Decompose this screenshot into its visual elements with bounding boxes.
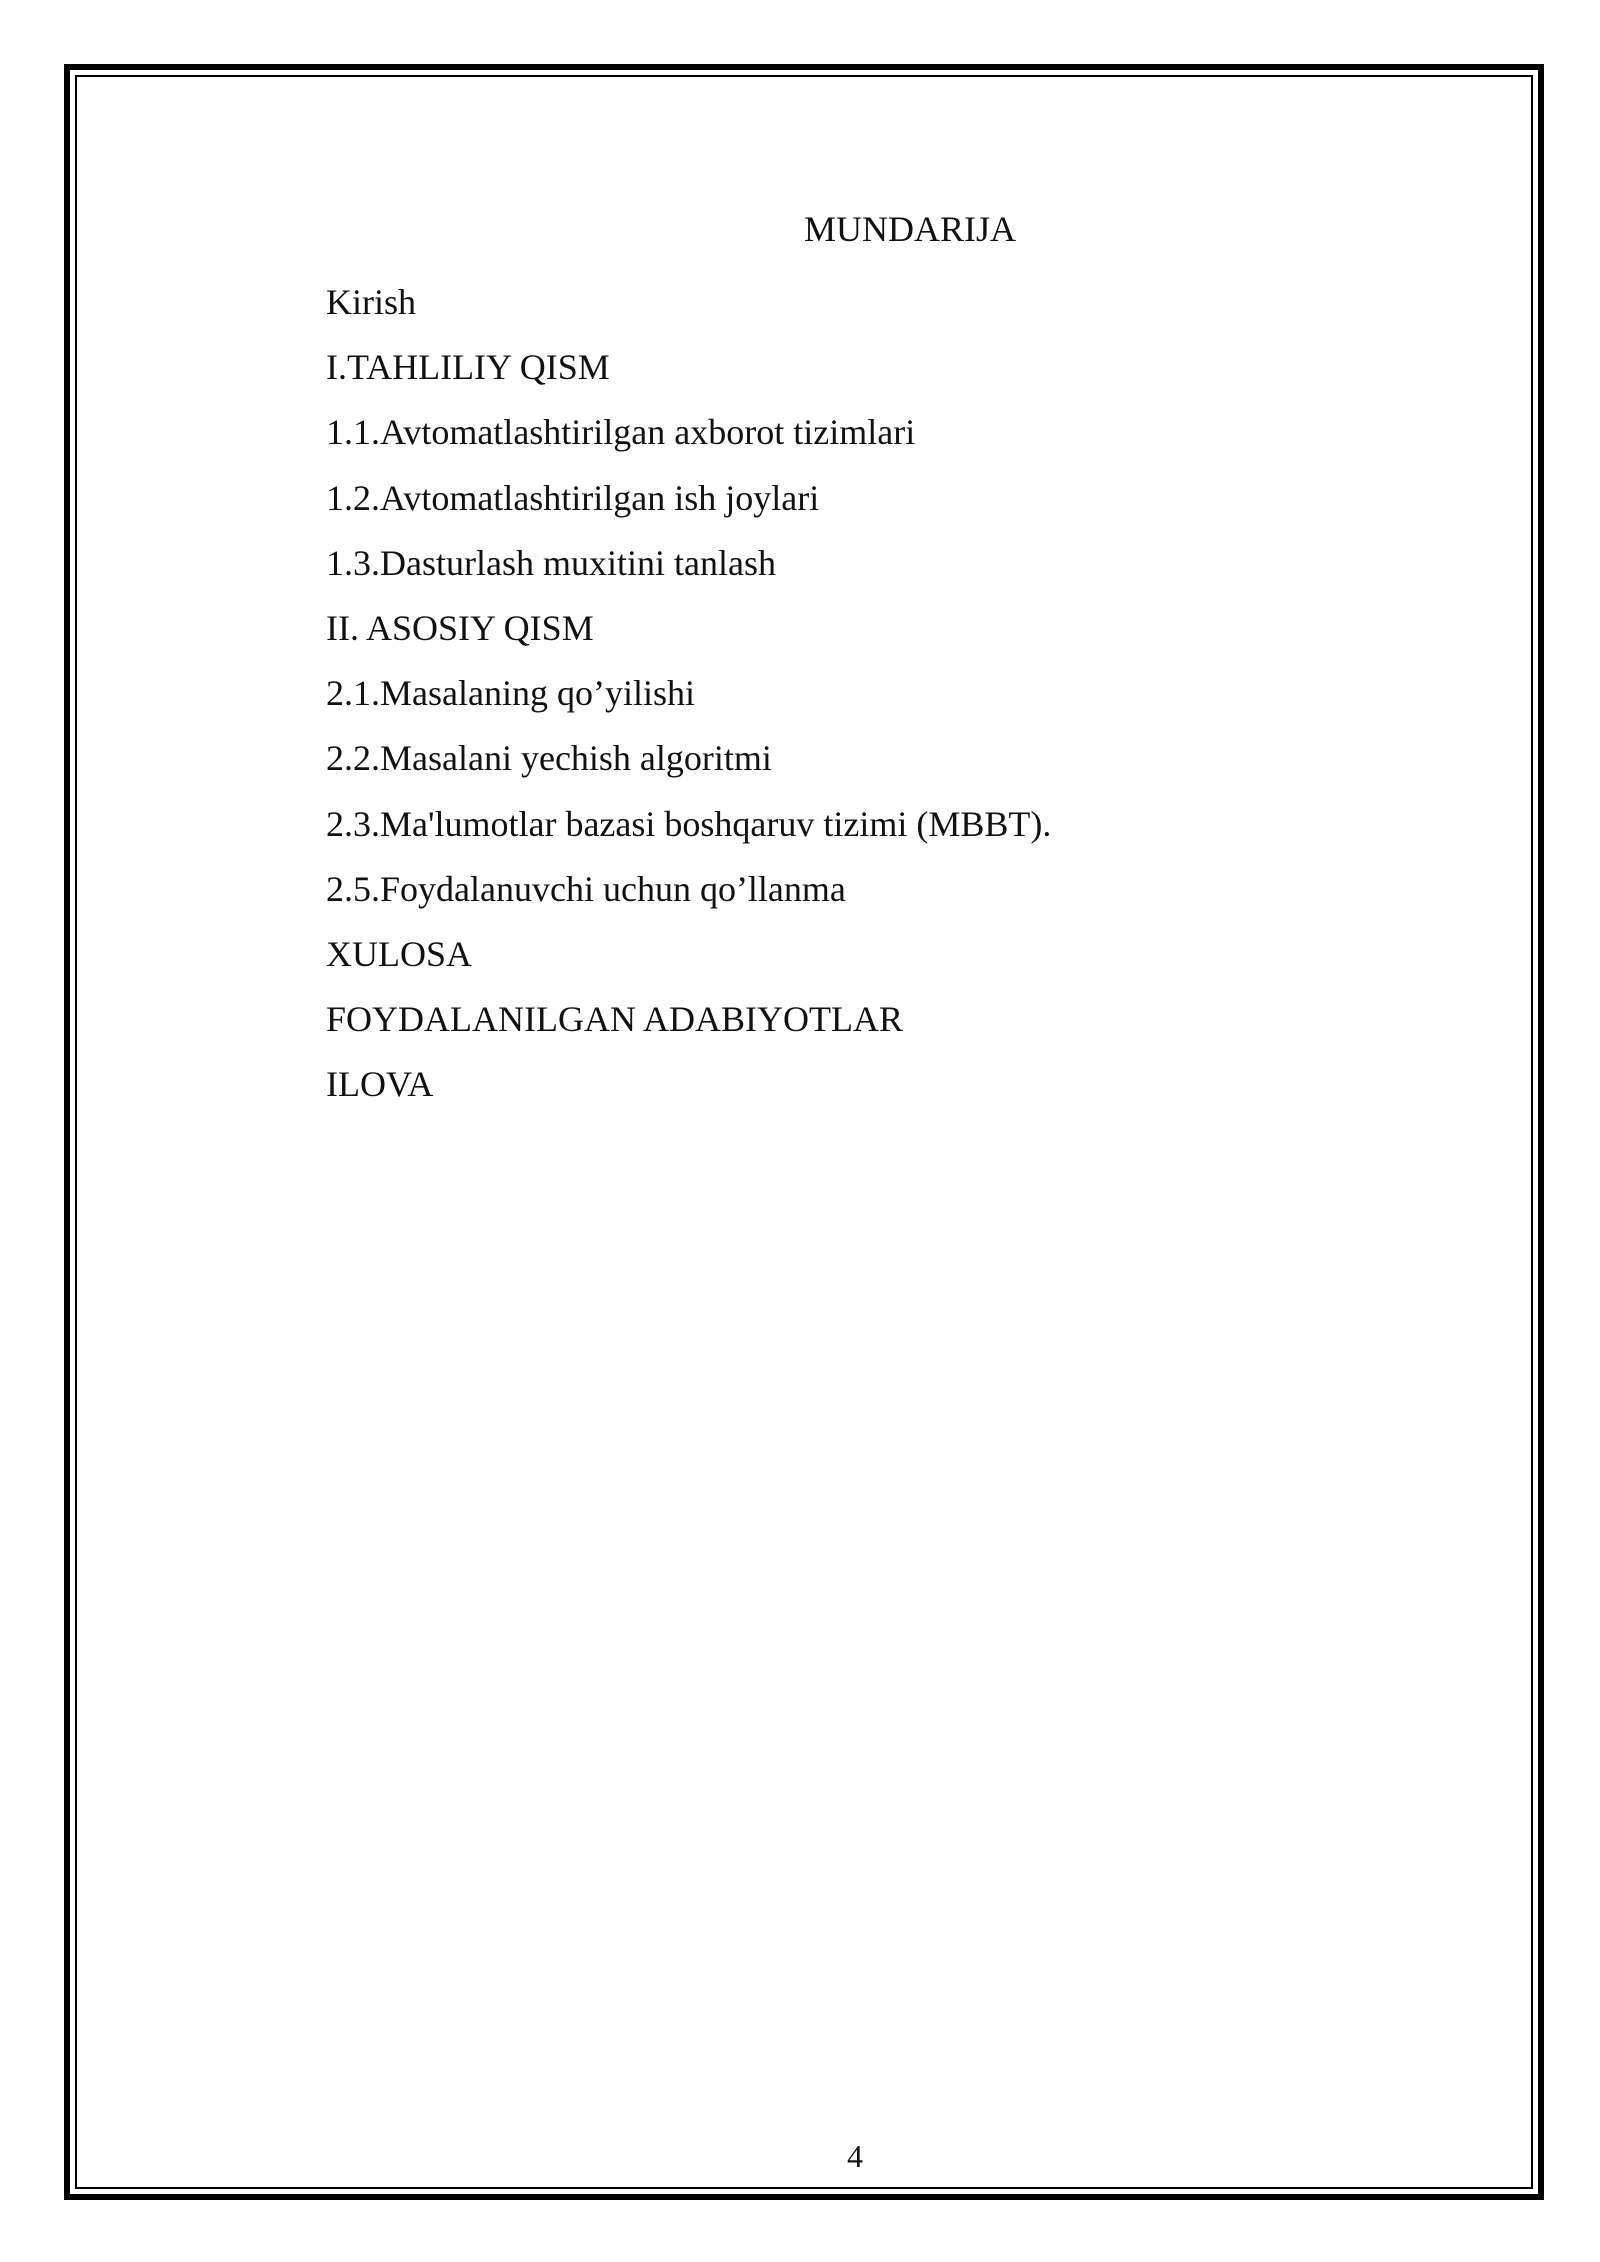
toc-title: MUNDARIJA xyxy=(803,209,1016,249)
toc-item-adabiyotlar: FOYDALANILGAN ADABIYOTLAR xyxy=(326,999,903,1040)
page-number: 4 xyxy=(847,2138,863,2174)
toc-item-xulosa: XULOSA xyxy=(326,933,473,974)
toc-item-2-1: 2.1.Masalaning qo’yilishi xyxy=(326,673,695,714)
toc-item-1-2: 1.2.Avtomatlashtirilgan ish joylari xyxy=(326,477,820,518)
toc-item-2-2: 2.2.Masalani yechish algoritmi xyxy=(326,738,772,779)
toc-item-tahliliy-qism: I.TAHLILIY QISM xyxy=(326,347,610,388)
toc-item-ilova: ILOVA xyxy=(326,1064,434,1105)
toc-item-kirish: Kirish xyxy=(326,282,416,322)
toc-item-asosiy-qism: II. ASOSIY QISM xyxy=(326,607,594,648)
table-of-contents xyxy=(326,270,1051,1117)
toc-item-1-3: 1.3.Dasturlash muxitini tanlash xyxy=(326,542,776,583)
toc-item-1-1: 1.1.Avtomatlashtirilgan axborot tizimlari xyxy=(326,412,916,453)
toc-item-2-5: 2.5.Foydalanuvchi uchun qo’llanma xyxy=(326,868,846,909)
toc-item-2-3: 2.3.Ma'lumotlar bazasi boshqaruv tizimi (MBBT). xyxy=(326,803,1052,844)
